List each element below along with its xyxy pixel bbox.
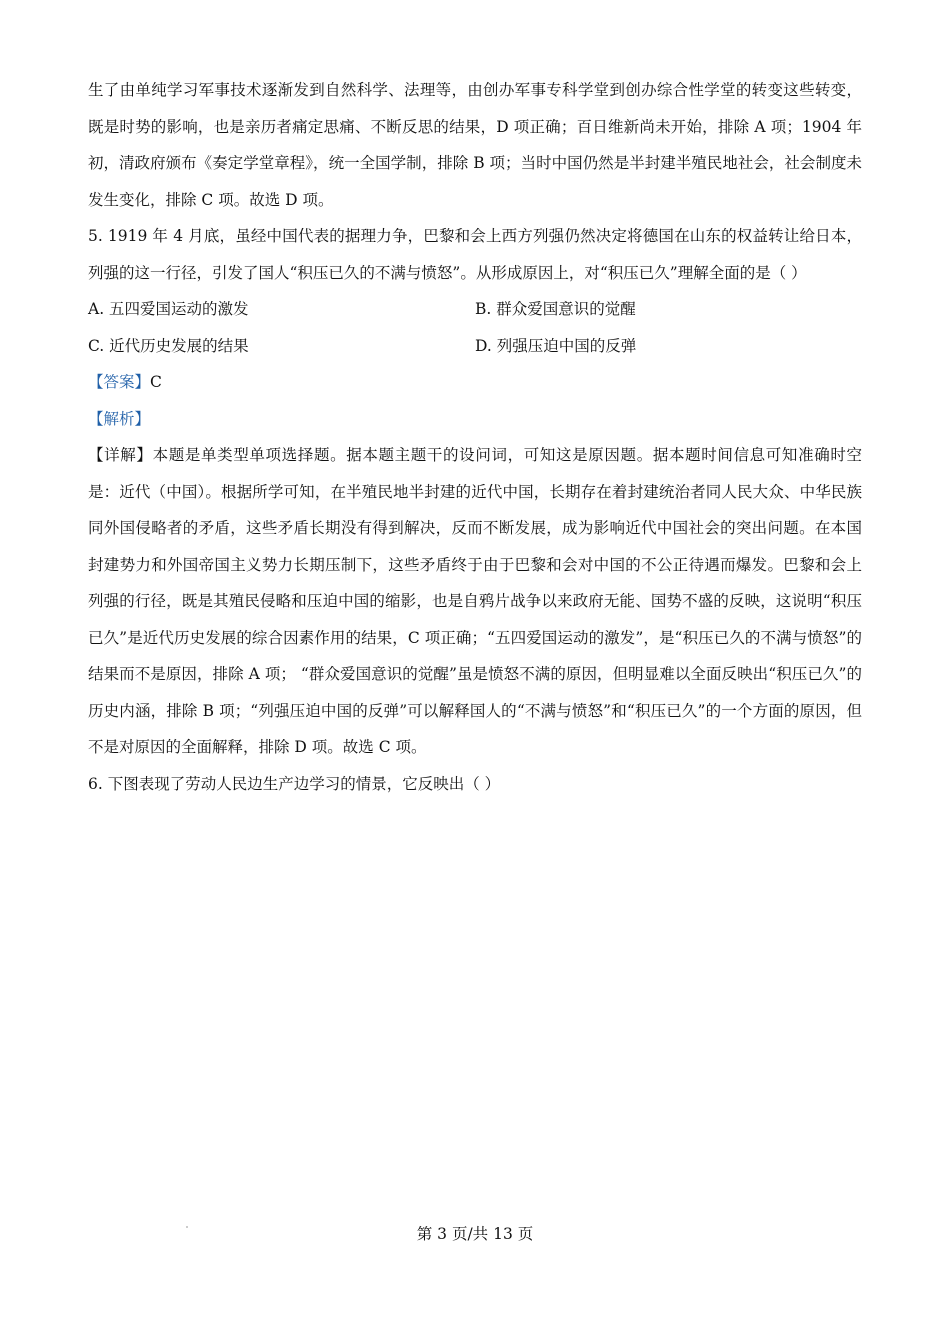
question-5-answer <box>88 364 862 401</box>
page-footer: 第 3 页/共 13 页 <box>416 1225 534 1243</box>
question-6-stem: 6. 下图表现了劳动人民边生产边学习的情景，它反映出（ ） <box>88 774 501 793</box>
question-5-option-b: B. 群众爱国意识的觉醒 <box>475 300 636 318</box>
question-5-analysis-heading <box>88 401 862 438</box>
detail-tag: 【详解】 <box>88 446 153 464</box>
question-5-option-c: C. 近代历史发展的结果 <box>88 336 249 355</box>
page-content <box>88 72 862 802</box>
analysis-tag: 【解析】 <box>88 409 151 428</box>
question-5-options <box>88 291 862 364</box>
question-5-option-d: D. 列强压迫中国的反弹 <box>475 336 637 355</box>
previous-question-analysis-continuation: 生了由单纯学习军事技术逐渐发到自然科学、法理等，由创办军事专科学堂到创办综合性学堂的转变这些转变，既是时势的影响，也是亲历者痛定思痛、不断反思的结果，D 项正确；百日维新尚未开始，排除 A 项；1904 年初，清政府颁布《奏定学堂章程》，统一全国学制，排除 B 项；当时中国仍然是半封建半殖民地社会，社会制度未发生变化，排除 C 项。故选 D 项。 <box>88 81 862 209</box>
question-5-option-a: A. 五四爱国运动的激发 <box>88 300 249 318</box>
answer-tag: 【答案】 <box>88 373 151 391</box>
detail-text: 本题是单类型单项选择题。据本题主题干的设问词，可知这是原因题。据本题时间信息可知准确时空是：近代（中国）。根据所学可知，在半殖民地半封建的近代中国，长期存在着封建统治者同人民大众、中华民族同外国侵略者的矛盾，这些矛盾长期没有得到解决，反而不断发展，成为影响近代中国社会的突出问题。在本国封建势力和外国帝国主义势力长期压制下，这些矛盾终于由于巴黎和会对中国的不公正待遇而爆发。巴黎和会上列强的行径，既是其殖民侵略和压迫中国的缩影，也是自鸦片战争以来政府无能、国势不盛的反映，这说明“积压已久”是近代历史发展的综合因素作用的结果，C 项正确；“五四爱国运动的激发”，是“积压已久的不满与愤怒”的结果而不是原因，排除 A 项； “群众爱国意识的觉醒”虽是愤怒不满的原因，但明显难以全面反映出“积压已久”的历史内涵，排除 B 项；“列强压迫中国的反弹”可以解释国人的“不满与愤怒”和“积压已久”的一个方面的原因，但不是对原因的全面解释，排除 D 项。故选 C 项。 <box>88 446 862 756</box>
question-5-detail <box>88 437 862 766</box>
question-5-stem: 5. 1919 年 4 月底，虽经中国代表的据理力争，巴黎和会上西方列强仍然决定将德国在山东的权益转让给日本，列强的这一行径，引发了国人“积压已久的不满与愤怒”。从形成原因上，对“积压已久”理解全面的是（ ） <box>88 227 862 282</box>
answer-value: C <box>150 373 162 391</box>
